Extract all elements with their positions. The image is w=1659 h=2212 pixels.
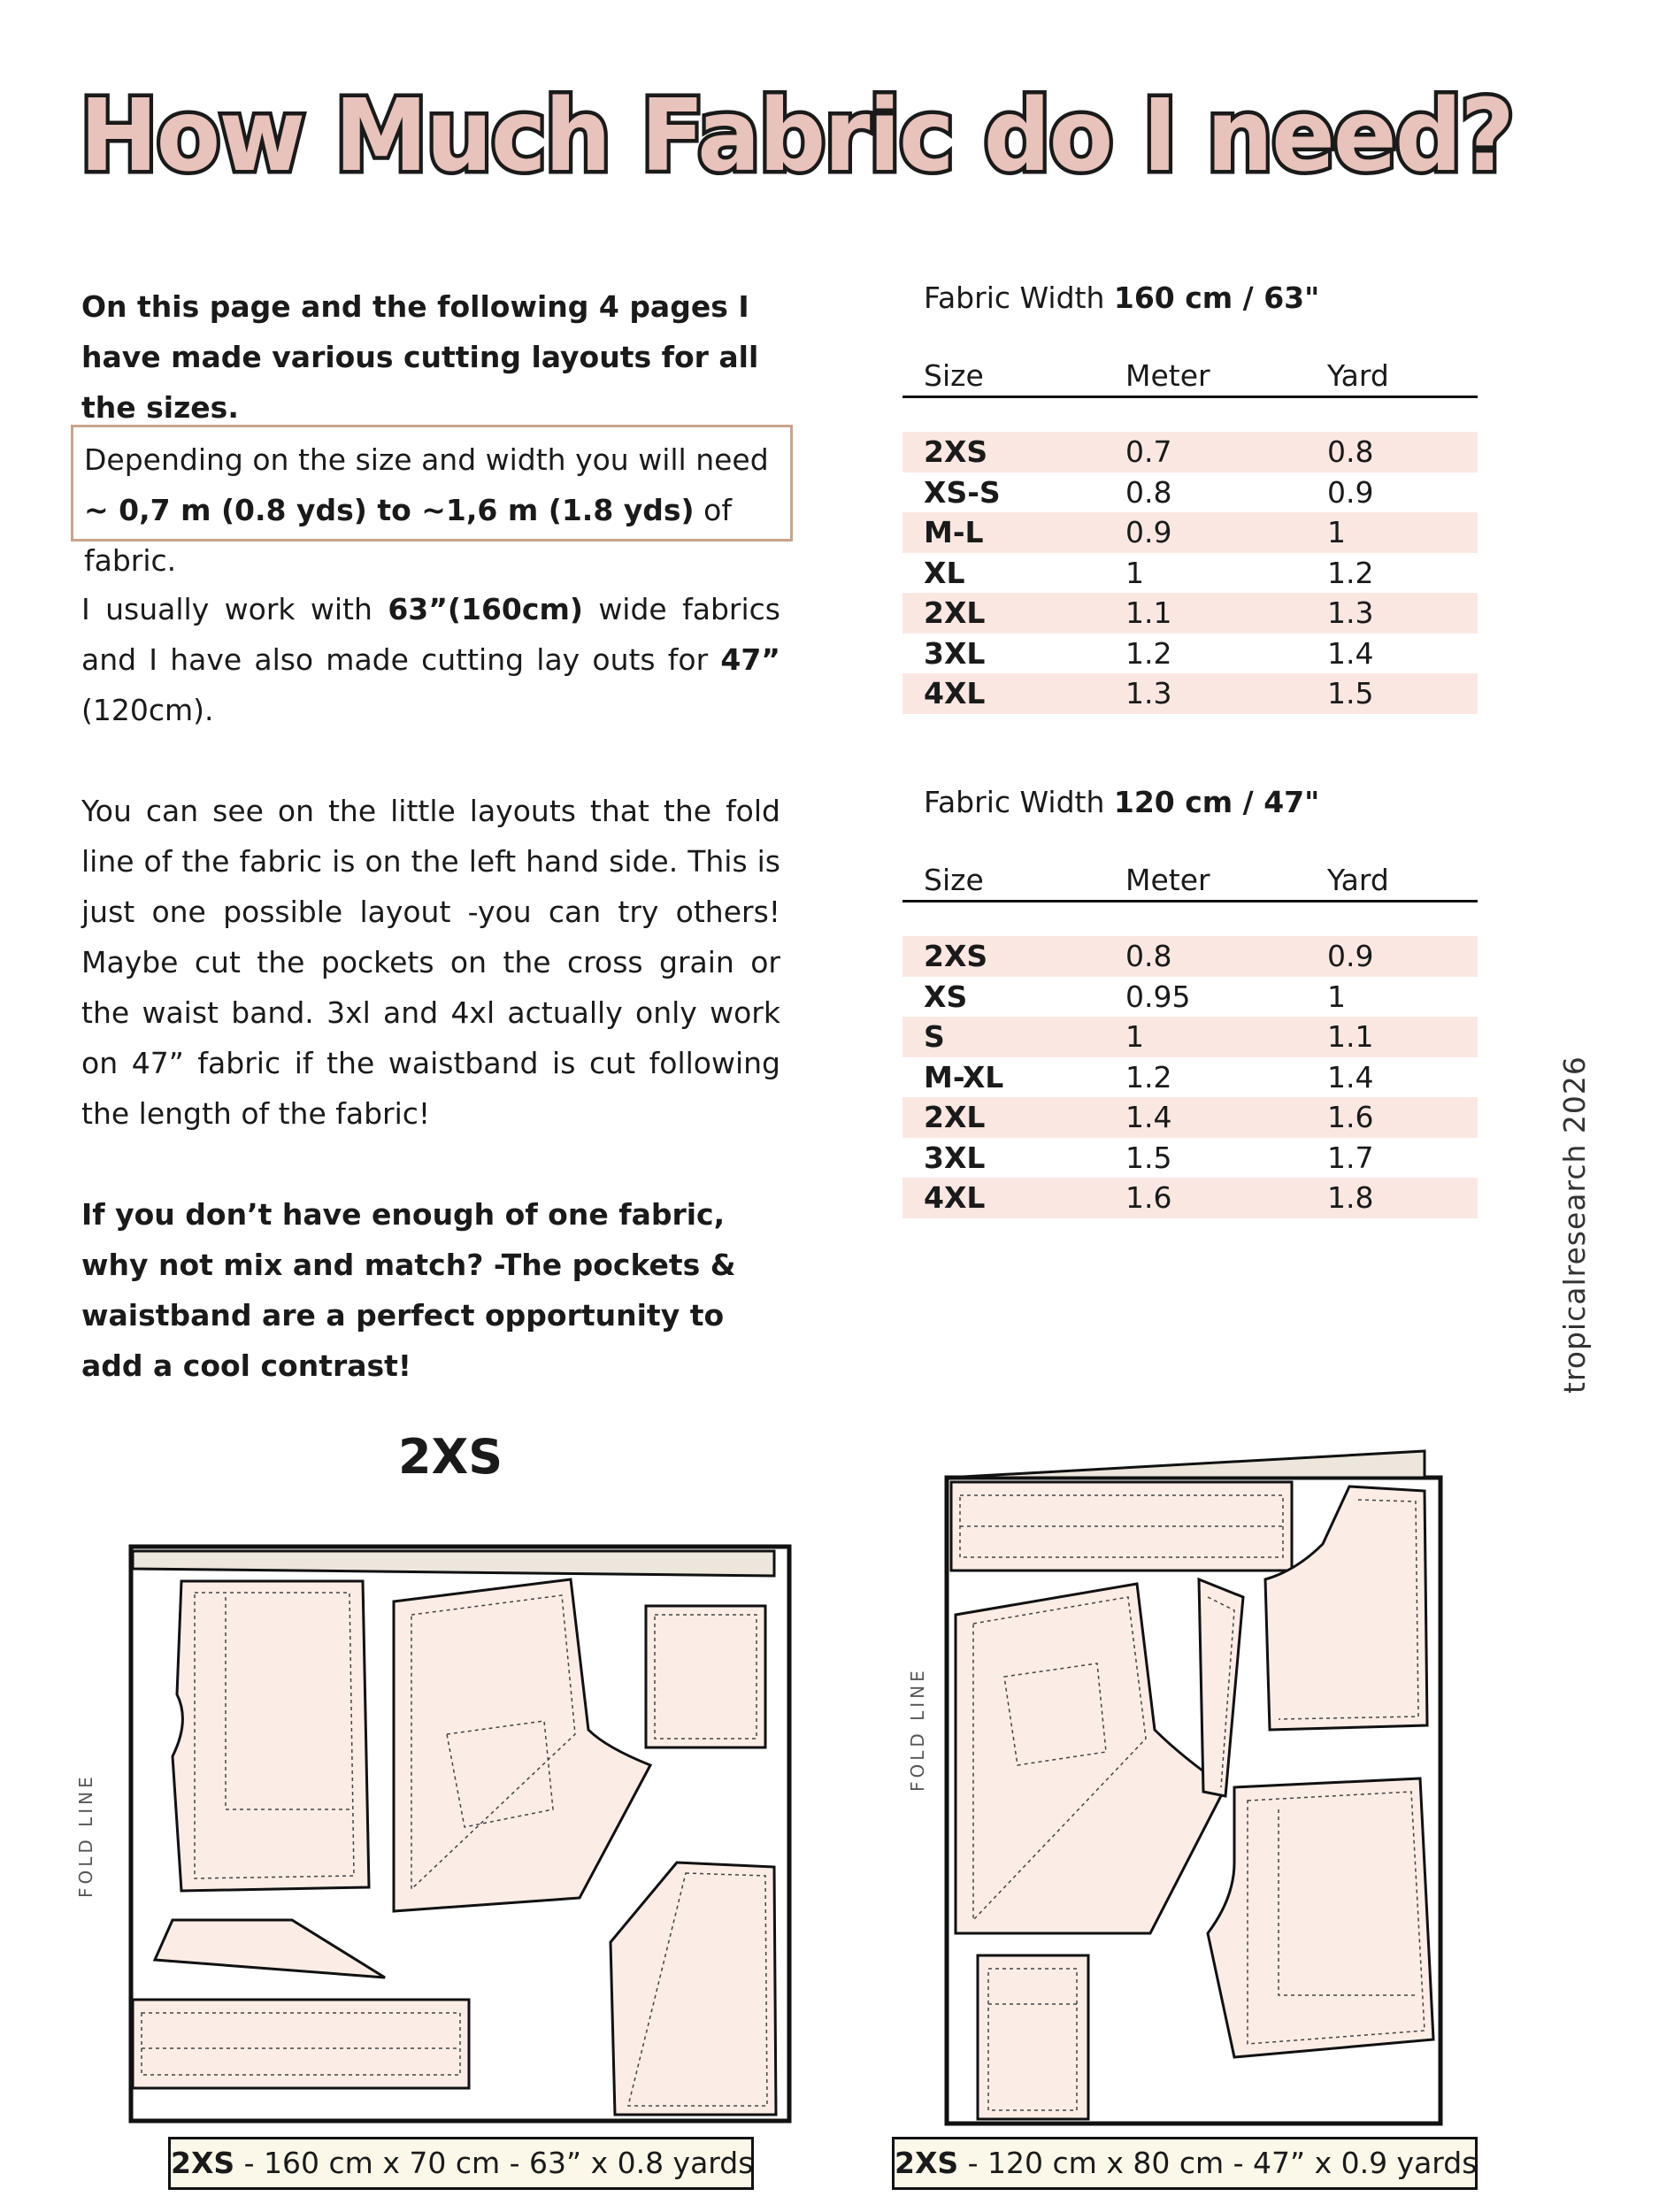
size-cell: 2XS: [924, 434, 988, 469]
cutting-layout-120: [907, 1438, 1447, 2128]
fabric-table-120: [902, 780, 1478, 1218]
table-row: [902, 1178, 1478, 1218]
meter-cell: 1.2: [1125, 635, 1172, 671]
fold-line-label: FOLD LINE: [75, 1773, 96, 1898]
caption-size: 2XS: [171, 2146, 235, 2180]
cutting-layout-160-diagram: [128, 1544, 792, 2124]
page-title-text: How Much Fabric do I need?: [80, 79, 1513, 194]
yard-cell: 1.5: [1327, 676, 1374, 710]
meter-cell: 1: [1125, 1019, 1144, 1054]
meter-cell: 1.5: [1125, 1140, 1172, 1175]
size-cell: M-XL: [924, 1059, 1004, 1094]
table-row: [902, 432, 1478, 472]
meter-cell: 1.3: [1125, 676, 1172, 710]
table-row: [902, 1017, 1478, 1057]
table-heading-width: 160 cm / 63": [1113, 280, 1320, 315]
size-cell: 3XL: [924, 635, 986, 671]
table-heading-prefix: Fabric Width: [924, 280, 1114, 315]
table-body: [902, 936, 1478, 1218]
size-cell: M-L: [924, 515, 984, 549]
pattern-piece-pocket: [646, 1606, 765, 1747]
yard-cell: 1.4: [1327, 635, 1374, 671]
fabric-amount-callout: [71, 425, 793, 578]
cutting-layout-160: [75, 1544, 792, 2124]
size-cell: XL: [924, 555, 965, 590]
column-header-size: Size: [924, 358, 984, 393]
yard-cell: 1.1: [1327, 1019, 1374, 1054]
yard-cell: 1: [1327, 515, 1346, 549]
yard-cell: 1: [1327, 979, 1346, 1014]
table-header-row: [902, 844, 1478, 902]
layout-caption-120: [892, 2137, 1478, 2190]
table-row: [902, 1138, 1478, 1179]
meter-cell: 1.4: [1125, 1100, 1172, 1134]
size-cell: 2XL: [924, 595, 986, 630]
size-cell: 4XL: [924, 676, 986, 710]
page-title: [71, 71, 1522, 195]
layout-caption-160: [168, 2137, 754, 2190]
meter-cell: 1.6: [1125, 1180, 1172, 1215]
caption-size: 2XS: [895, 2146, 959, 2180]
pattern-piece-pocket: [978, 1955, 1088, 2119]
table-heading: [902, 276, 1478, 320]
p3-width-160: 63”(160cm): [388, 592, 583, 626]
meter-cell: 1.1: [1125, 595, 1172, 630]
size-cell: XS: [924, 979, 968, 1014]
fold-line-label: FOLD LINE: [907, 1667, 928, 1792]
p3-text-c: wide fabrics and I have also made cutting lay outs for: [81, 592, 780, 677]
table-row: [902, 634, 1478, 674]
table-row: [902, 1097, 1478, 1138]
table-header-row: [902, 340, 1478, 398]
yard-cell: 0.9: [1327, 939, 1374, 973]
intro-paragraph-3: [81, 584, 780, 735]
yard-cell: 0.9: [1327, 474, 1374, 510]
meter-cell: 0.7: [1125, 434, 1172, 469]
meter-cell: 0.8: [1125, 939, 1172, 973]
size-cell: 2XL: [924, 1100, 986, 1134]
yard-cell: 1.3: [1327, 595, 1374, 630]
size-cell: 4XL: [924, 1180, 986, 1215]
size-cell: 2XS: [924, 939, 988, 973]
meter-cell: 1.2: [1125, 1059, 1172, 1094]
column-header-size: Size: [924, 863, 984, 897]
layout-size-label: 2XS: [398, 1429, 503, 1485]
table-row: [902, 1057, 1478, 1098]
fabric-table-160: [902, 276, 1478, 714]
table-row: [902, 977, 1478, 1018]
caption-dimensions: - 120 cm x 80 cm - 47” x 0.9 yards: [958, 2146, 1478, 2180]
yard-cell: 1.8: [1327, 1180, 1374, 1215]
table-row: [902, 512, 1478, 553]
callout-line-2: [84, 485, 790, 586]
meter-cell: 0.9: [1125, 515, 1172, 549]
table-row: [902, 673, 1478, 714]
yard-cell: 1.7: [1327, 1140, 1374, 1175]
yard-cell: 1.6: [1327, 1100, 1374, 1134]
callout-amount: ~ 0,7 m (0.8 yds) to ~1,6 m (1.8 yds): [84, 493, 695, 527]
caption-dimensions: - 160 cm x 70 cm - 63” x 0.8 yards: [234, 2146, 754, 2180]
meter-cell: 0.95: [1125, 979, 1191, 1014]
meter-cell: 0.8: [1125, 474, 1172, 510]
table-heading-prefix: Fabric Width: [924, 785, 1114, 819]
meter-cell: 1: [1125, 555, 1144, 590]
table-body: [902, 432, 1478, 714]
intro-paragraph-5: If you don’t have enough of one fabric, why not mix and match? -The pockets & waistband are a perfect opportunity to add a cool contrast!: [81, 1197, 736, 1383]
table-row: [902, 593, 1478, 634]
p3-text-e: (120cm).: [81, 693, 214, 727]
table-row: [902, 472, 1478, 513]
intro-paragraph-1: On this page and the following 4 pages I have made various cutting layouts for all the sizes.: [81, 289, 759, 425]
p3-width-120: 47”: [720, 642, 780, 677]
table-heading-width: 120 cm / 47": [1113, 785, 1320, 819]
yard-cell: 1.2: [1327, 555, 1374, 590]
page-title-graphic: [71, 71, 1522, 195]
column-header-meter: Meter: [1125, 863, 1210, 897]
callout-suffix: of fabric.: [84, 493, 732, 578]
table-heading: [902, 780, 1478, 825]
copyright-watermark: tropicalresearch 2026: [1557, 1056, 1592, 1394]
size-cell: XS-S: [924, 474, 1001, 510]
yard-cell: 0.8: [1327, 434, 1374, 469]
yard-cell: 1.4: [1327, 1059, 1374, 1094]
callout-line-1: Depending on the size and width you will need: [84, 442, 769, 477]
cutting-layout-120-diagram: [942, 1438, 1447, 2128]
size-cell: S: [924, 1019, 945, 1054]
intro-paragraph-4: You can see on the little layouts that the fold line of the fabric is on the left hand side. This is just one possible layout -you can try others! Maybe cut the pockets on the cross grain or the waist band. 3xl and 4xl actually only work on 47” fabric if the waistband is cut following the length of the fabric!: [81, 794, 780, 1131]
pattern-piece-back: [173, 1581, 369, 1891]
column-header-yard: Yard: [1327, 358, 1389, 393]
table-row: [902, 553, 1478, 594]
table-row: [902, 936, 1478, 977]
p3-text-a: I usually work with: [81, 592, 388, 626]
column-header-meter: Meter: [1125, 358, 1210, 393]
column-header-yard: Yard: [1327, 863, 1389, 897]
pattern-piece-back: [1208, 1778, 1433, 2057]
size-cell: 3XL: [924, 1140, 986, 1175]
